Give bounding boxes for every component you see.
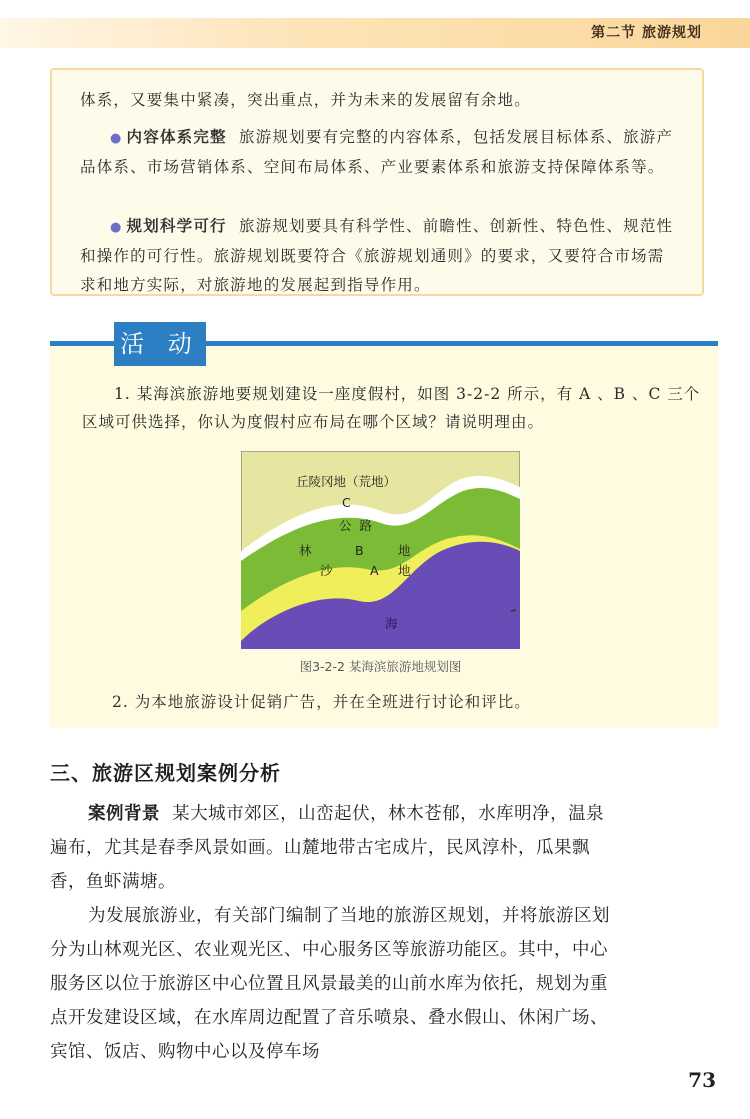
bullet-dot-icon: ● — [110, 131, 123, 146]
label-hills: 丘陵冈地（荒地） — [296, 474, 397, 489]
label-a: A — [370, 563, 379, 578]
activity-question-1: 1. 某海滨旅游地要规划建设一座度假村，如图 3-2-2 所示，有 A 、B 、C 三个区域可供选择，你认为度假村应布局在哪个区域？请说明理由。 — [82, 385, 701, 431]
page-number: 73 — [688, 1068, 716, 1092]
bullet-dot-icon: ● — [110, 220, 123, 235]
label-land-2: 地 — [398, 563, 411, 578]
box-item-1 — [80, 122, 680, 182]
resort-planning-map — [241, 451, 520, 649]
item-2-text: 旅游规划要具有科学性、前瞻性、创新性、特色性、规范性和操作的可行性。旅游规划既要符合《旅游规划通则》的要求，又要符合市场需求和地方实际，对旅游地的发展起到指导作用。 — [80, 217, 674, 294]
item-1-text: 旅游规划要有完整的内容体系，包括发展目标体系、旅游产品体系、市场营销体系、空间布局体系、产业要素体系和旅游支持保障体系等。 — [80, 128, 674, 176]
label-forest: 林 — [299, 543, 312, 558]
case-background-lead: 案例背景 — [88, 804, 160, 824]
label-sea: 海 — [385, 616, 398, 631]
activity-tab: 活 动 — [114, 322, 206, 366]
figure-caption: 图3-2-2 某海滨旅游地规划图 — [299, 659, 462, 674]
section-title: 三、旅游区规划案例分析 — [50, 761, 281, 785]
running-header: 第二节 旅游规划 — [591, 25, 702, 41]
map-mark — [511, 610, 516, 611]
activity-question-2: 2. 为本地旅游设计促销广告，并在全班进行讨论和评比。 — [112, 693, 531, 711]
item-2-term: 规划科学可行 — [126, 216, 227, 235]
label-land-1: 地 — [398, 543, 411, 558]
principles-box — [50, 68, 704, 296]
label-sand: 沙 — [320, 563, 333, 578]
box-item-2 — [80, 211, 680, 300]
case-background-paragraph — [50, 797, 610, 899]
case-plan-paragraph: 为发展旅游业，有关部门编制了当地的旅游区规划，并将旅游区划分为山林观光区、农业观光区、中心服务区等旅游功能区。其中，中心服务区以位于旅游区中心位置且风景最美的山前水库为依托，规划为重点开发建设区域，在水库周边配置了音乐喷泉、叠水假山、休闲广场、宾馆、饭店、购物中心以及停车场 — [50, 906, 610, 1062]
label-road: 公 路 — [339, 518, 372, 533]
label-c: C — [342, 495, 351, 510]
item-1-term: 内容体系完整 — [126, 127, 227, 146]
case-background-text: 某大城市郊区，山峦起伏，林木苍郁，水库明净，温泉遍布，尤其是春季风景如画。山麓地带古宅成片，民风淳朴，瓜果飘香，鱼虾满塘。 — [50, 804, 605, 892]
label-b: B — [355, 543, 364, 558]
box-line-1: 体系，又要集中紧凑，突出重点，并为未来的发展留有余地。 — [80, 91, 531, 109]
